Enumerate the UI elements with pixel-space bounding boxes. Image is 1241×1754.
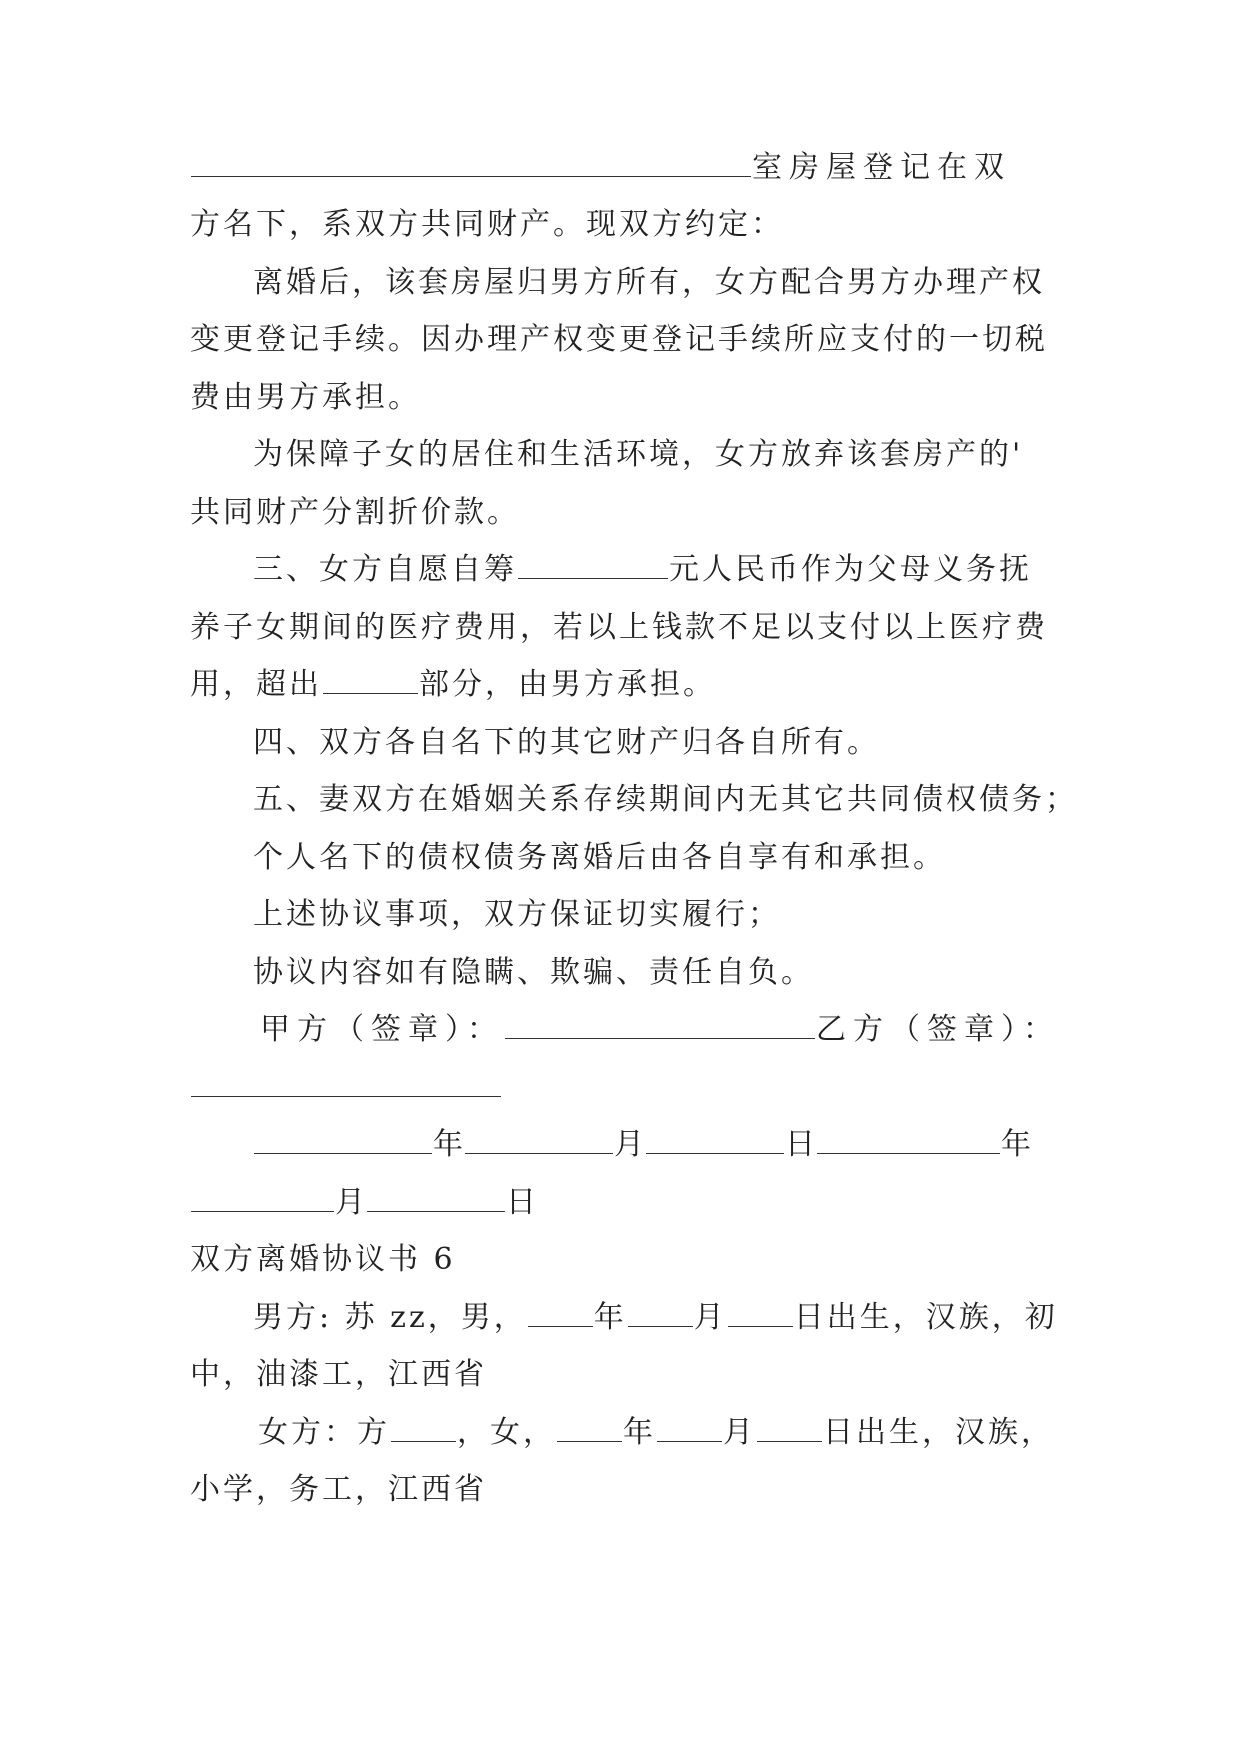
fill-blank (657, 1413, 722, 1442)
text-span: 女方：方 (258, 1415, 390, 1450)
text-line: 费由男方承担。 (190, 380, 421, 415)
fill-blank (191, 148, 751, 177)
fill-blank (254, 1125, 432, 1154)
fill-blank (728, 1298, 793, 1327)
date-unit: 月 (335, 1185, 366, 1220)
text-line (190, 148, 1055, 188)
date-unit: 年 (593, 1300, 627, 1335)
date-unit: 日 (506, 1185, 537, 1220)
fill-blank (323, 665, 418, 694)
man-info-line (253, 1298, 1058, 1338)
date-unit: 年 (1001, 1127, 1032, 1162)
party-b-signature-label: 乙方（签章）： (816, 1012, 1060, 1047)
text-line: 养子女期间的医疗费用，若以上钱款不足以支付以上医疗费 (190, 610, 1048, 645)
fill-blank (367, 1183, 505, 1212)
woman-info-line (258, 1413, 1060, 1453)
date-unit: 年 (623, 1415, 656, 1450)
date-unit: 月 (693, 1300, 727, 1335)
text-span: ，女， (457, 1415, 556, 1450)
date-unit: 月 (614, 1127, 645, 1162)
text-span: 用，超出 (190, 667, 322, 702)
paragraph-start: 五、妻双方在婚姻关系存续期间内无其它共同债权债务； (253, 782, 1078, 817)
text-span: 男方: 苏 zz，男， (253, 1300, 527, 1335)
fill-blank (528, 1298, 593, 1327)
text-span: 室房屋登记在双 (752, 150, 1011, 185)
party-a-signature-label: 甲方（签章）： (260, 1012, 504, 1047)
fill-blank (391, 1413, 456, 1442)
text-line (190, 1068, 1055, 1108)
text-line: 小学，务工，江西省 (190, 1472, 487, 1507)
fill-blank (628, 1298, 693, 1327)
text-span: 三、女方自愿自筹 (253, 552, 517, 587)
text-line: 共同财产分割折价款。 (190, 495, 520, 530)
section-title: 双方离婚协议书 6 (190, 1242, 456, 1277)
text-line: 中，油漆工，江西省 (190, 1357, 487, 1392)
date-unit: 日 (785, 1127, 816, 1162)
text-line: 方名下，系双方共同财产。现双方约定： (190, 207, 784, 242)
paragraph-start: 上述协议事项，双方保证切实履行； (253, 897, 781, 932)
paragraph-start: 个人名下的债权债务离婚后由各自享有和承担。 (253, 840, 946, 875)
fill-blank (646, 1125, 784, 1154)
fill-blank (518, 550, 668, 579)
text-span: 部分，由男方承担。 (419, 667, 716, 702)
text-span: 日出生，汉族，初 (793, 1300, 1058, 1335)
fill-blank (817, 1125, 1000, 1154)
party-a-signature-blank (505, 1010, 815, 1039)
paragraph-start: 四、双方各自名下的其它财产归各自所有。 (253, 725, 880, 760)
text-span: 日出生，汉族， (823, 1415, 1054, 1450)
paragraph-start: 协议内容如有隐瞒、欺骗、责任自负。 (253, 955, 814, 990)
fill-blank (757, 1413, 822, 1442)
paragraph-start: 为保障子女的居住和生活环境，女方放弃该套房产的' (253, 437, 1024, 472)
date-unit: 年 (433, 1127, 464, 1162)
date-line (190, 1183, 1055, 1223)
fill-blank (191, 1183, 334, 1212)
fill-blank (557, 1413, 622, 1442)
party-b-signature-blank (191, 1068, 501, 1097)
paragraph-start: 离婚后，该套房屋归男方所有，女方配合男方办理产权 (253, 265, 1045, 300)
date-unit: 月 (723, 1415, 756, 1450)
signature-line (260, 1010, 1062, 1050)
paragraph-start (253, 550, 1055, 590)
text-span: 元人民币作为父母义务抚 (669, 552, 1032, 587)
text-line: 变更登记手续。因办理产权变更登记手续所应支付的一切税 (190, 322, 1048, 357)
fill-blank (465, 1125, 613, 1154)
text-line (190, 665, 1055, 705)
date-line (253, 1125, 1055, 1165)
